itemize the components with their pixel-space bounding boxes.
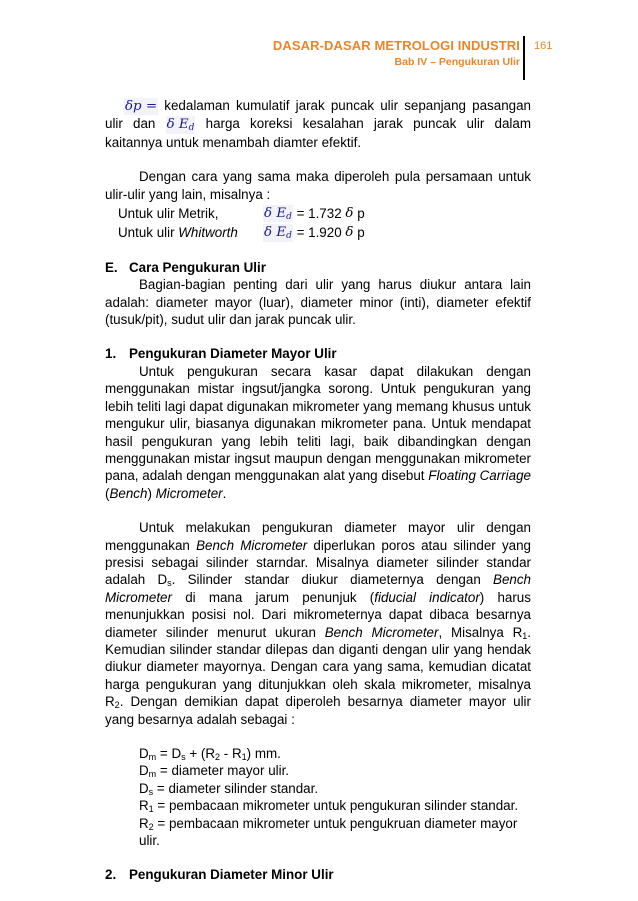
section-e-body: Bagian-bagian penting dari ulir yang harus diukur antara lain adalah: diameter mayor (luar), diameter minor (inti), diameter efektif (tusuk/pit), sudut ulir dan jarak puncak ulir. (105, 277, 531, 328)
header-title: DASAR-DASAR METROLOGI INDUSTRI (272, 38, 520, 53)
delta-ed-symbol: δ $E_d$ (166, 117, 195, 134)
legend-ds: $D_s$ = diameter silinder standar. (139, 780, 319, 797)
whitworth-formula-row: Untuk ulir Whitworth δ $E_d$ = 1.920 δ p (118, 225, 365, 242)
legend-dm: $D_m$ = diameter mayor ulir. (139, 763, 290, 780)
major-diameter-formula: $D_m = D_s + (R_2 - R_1)$ mm. (139, 746, 281, 762)
section-1-paragraph-1: Untuk pengukuran secara kasar dapat dilakukan dengan menggunakan mistar ingsut/jangka sorong. Untuk pengukuran yang lebih teliti lagi dapat digunakan mikrometer yang memang khusus untuk mengukur ulir, biasanya digunakan mikrometer pana. Untuk mendapat hasil pengukuran yang lebih teliti lagi, baik dibandingkan dengan menggunakan mistar ingsut maupun dengan menggunakan mikrometer pana, adalah dengan menggunakan alat yang disebut Floating Carriage (Bench) Micrometer. (105, 363, 531, 501)
legend-r1: $R_1$ = pembacaan mikrometer untuk pengukuran silinder standar. (139, 798, 519, 815)
section-e-heading: E. Cara Pengukuran Ulir (105, 259, 266, 275)
delta-p-symbol: δp = (125, 99, 158, 114)
header-divider (523, 36, 525, 80)
delta-symbol: δ (345, 206, 354, 222)
page-header (273, 38, 520, 69)
delta-ed-symbol: δ $E_d$ (264, 225, 292, 242)
section-1-heading: 1. Pengukuran Diameter Mayor Ulir (105, 346, 337, 362)
intro-paragraph: δp = kedalaman kumulatif jarak puncak ulir sepanjang pasangan ulir dan δ $E_d$ harga koreksi kesalahan jarak puncak ulir dalam kaitannya untuk menambah diamter efektif. (105, 98, 531, 150)
delta-ed-symbol: δ $E_d$ (264, 206, 292, 223)
section-1-paragraph-2: Untuk melakukan pengukuran diameter mayor ulir dengan menggunakan Bench Micrometer diperlukan poros atau silinder yang presisi sebagai silinder starndar. Misalnya diameter silinder standar adalah $D_s$. Silinder standar diukur diameternya dengan Bench Micrometer di mana jarum penunjuk (fiducial indicator) harus menunjukkan posisi nol. Dari mikrometernya dapat dibaca besarnya diameter silinder menurut ukuran Bench Micrometer, Misalnya $R_1$. Kemudian silinder standar dilepas dan diganti dengan ulir yang hendak diukur diameter mayornya. Dengan cara yang sama, kemudian dicatat harga pengukuran yang ditunjukkan oleh skala mikrometer, misalnya $R_2$. Dengan demikian dapat diperoleh besarnya diameter mayor ulir yang besarnya adalah sebagai : (105, 520, 531, 727)
page-content (105, 97, 531, 884)
header-subtitle: Bab IV – Pengukuran Ulir (394, 56, 520, 68)
page-number: 161 (534, 40, 553, 52)
legend-r2: $R_2$ = pembacaan mikrometer untuk pengukruan diameter mayor ulir. (139, 815, 518, 849)
delta-symbol: δ (345, 225, 354, 241)
section-2-heading: 2. Pengukuran Diameter Minor Ulir (105, 867, 334, 883)
metrik-formula-row: Untuk ulir Metrik, δ $E_d$ = 1.732 δ p (118, 206, 365, 223)
similar-equation-paragraph: Dengan cara yang sama maka diperoleh pula persamaan untuk ulir-ulir yang lain, misalnya : (105, 169, 531, 202)
formula-block (105, 745, 531, 849)
